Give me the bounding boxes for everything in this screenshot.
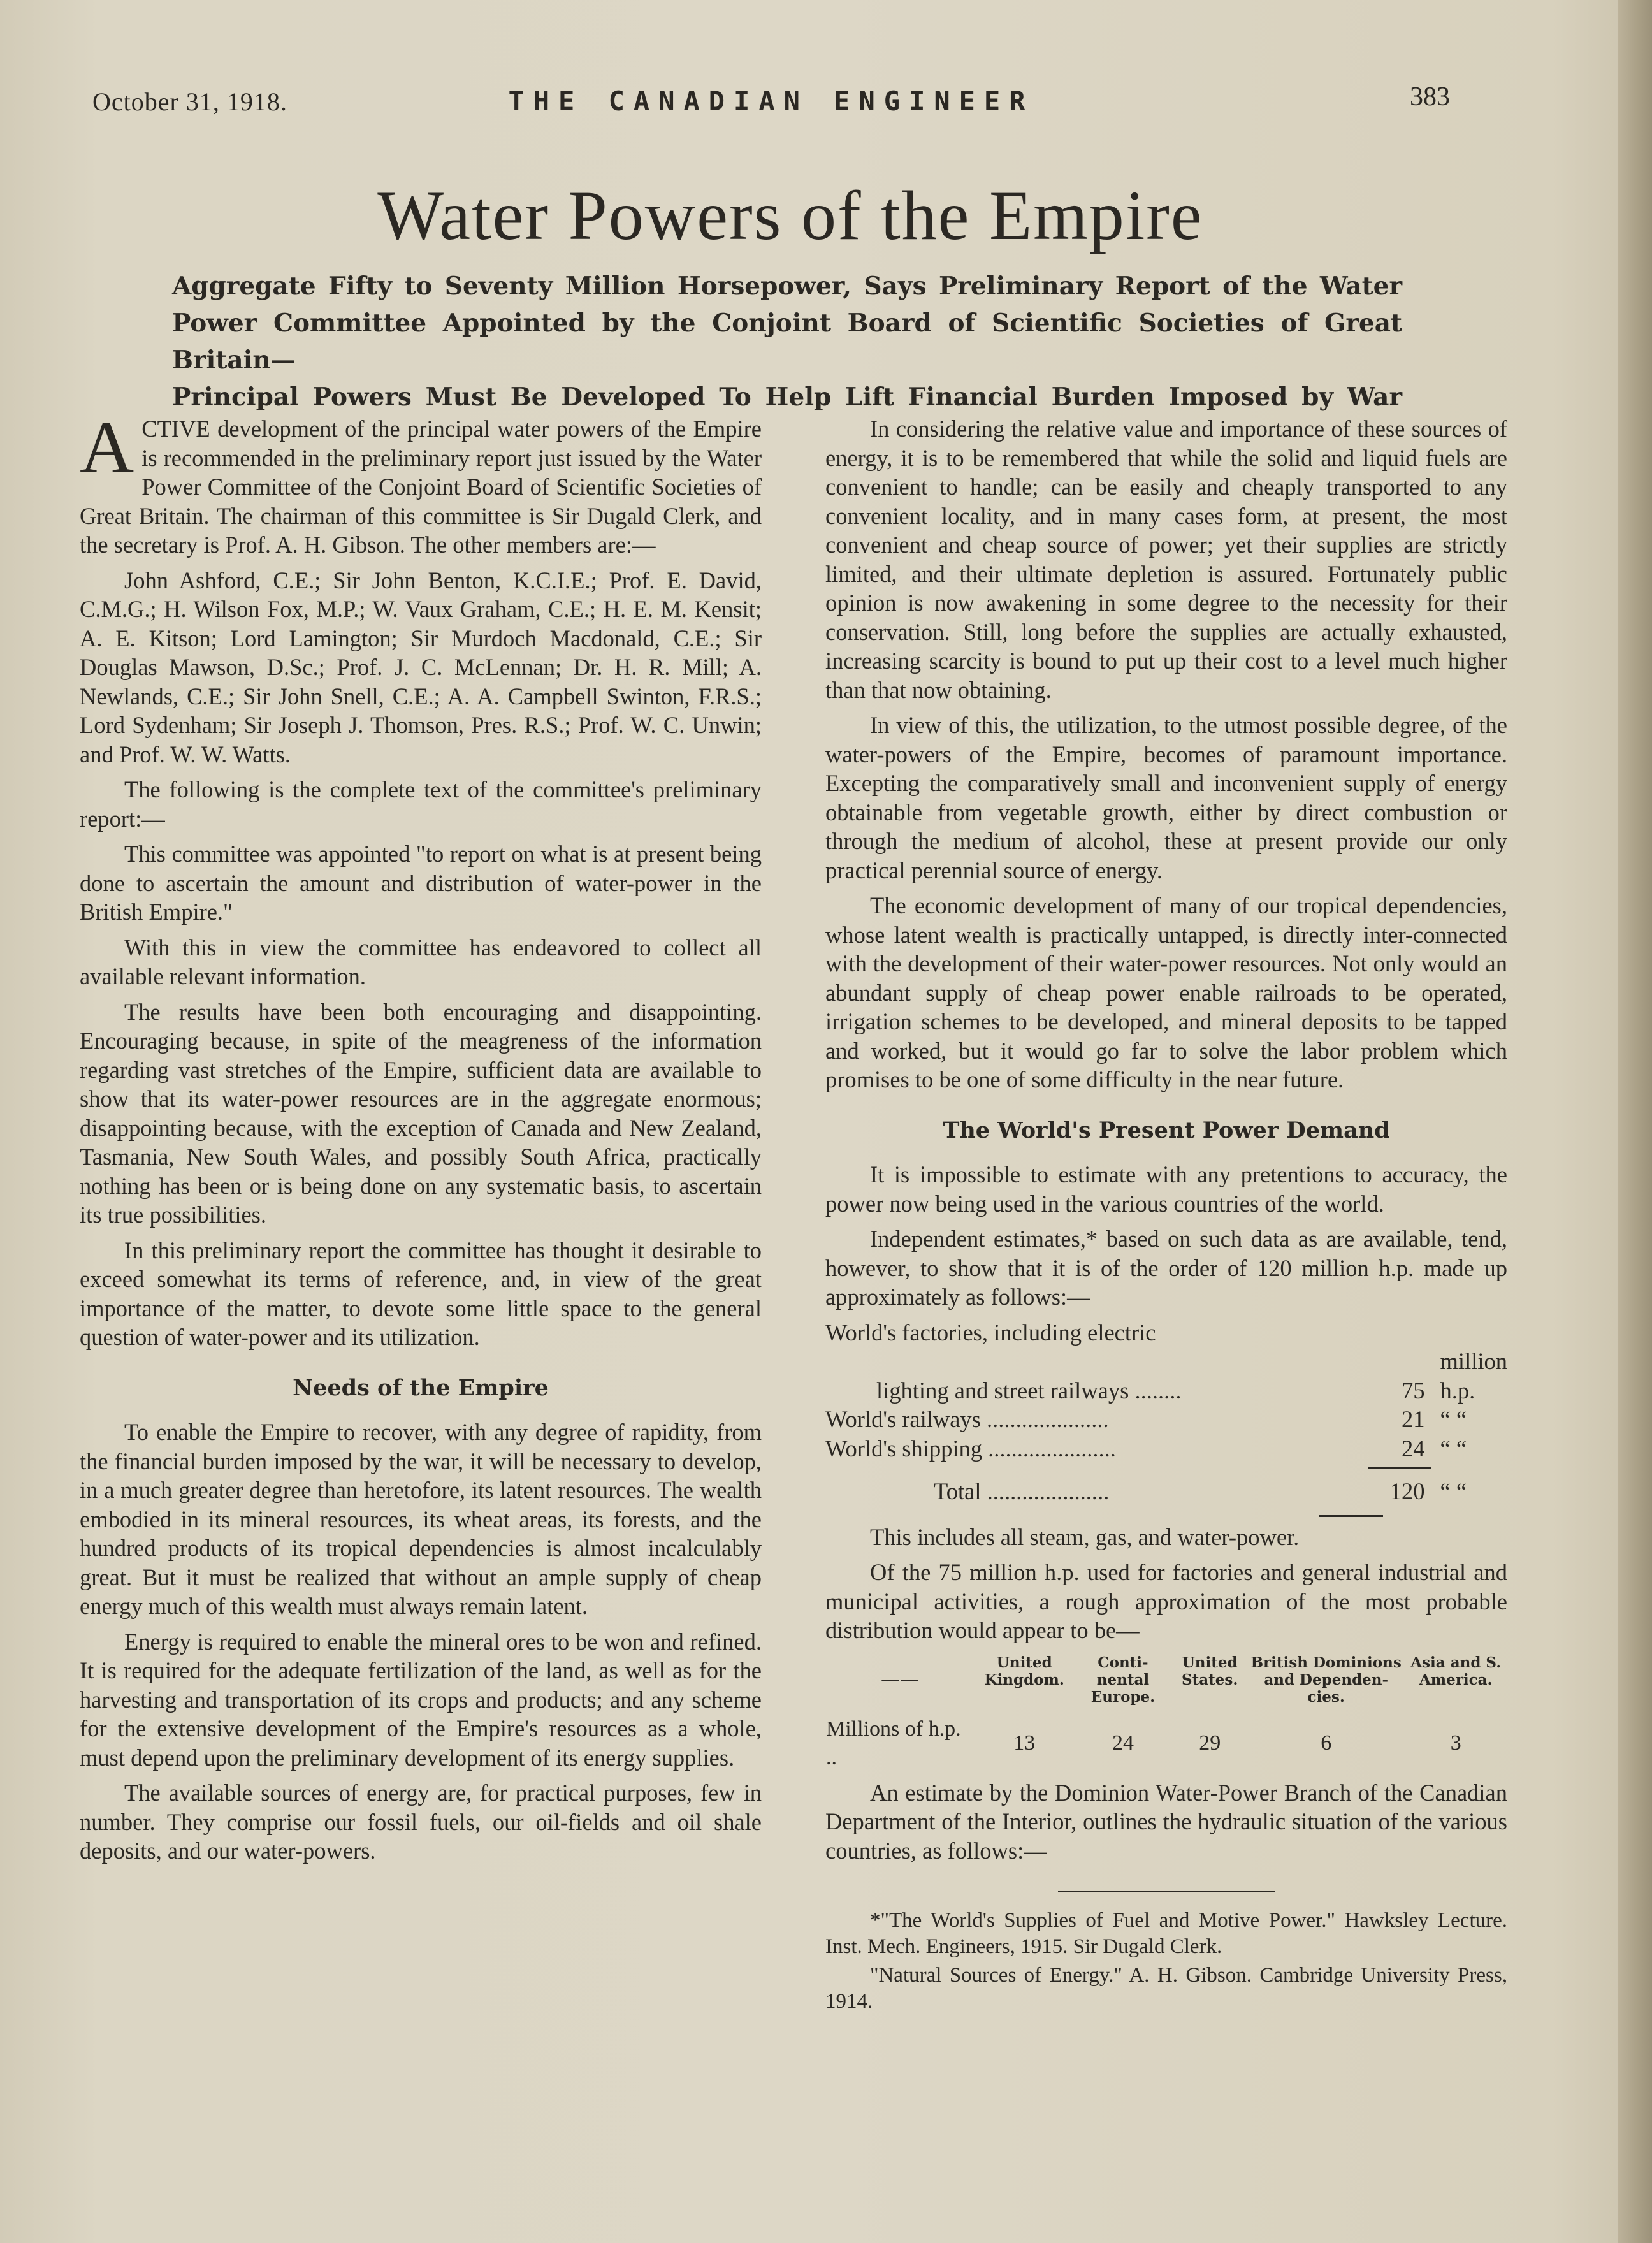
table-cell: 75 [1402,1377,1425,1404]
table-cell: 3 [1450,1731,1461,1755]
paragraph: In view of this, the utilization, to the utmost possible degree, of the water-powers of the Empire, becomes of paramount importance. Excepting the comparatively small and inconvenient supply of energy obtainable from vegetable growth, either by direct combustion or through the medium of alcohol, these at present provide our only practical perennial source of energy. [825,712,1507,883]
table-cell: 120 [1369,1463,1431,1506]
table-header-cell: United Kingdom. [984,1653,1064,1688]
subtitle-line: Aggregate Fifty to Seventy Million Horsepower, Says Preliminary Report of the Water [172,272,1402,301]
drop-cap: A [80,405,134,489]
table-cell: million h.p. [1440,1348,1507,1404]
page-number: 383 [1410,82,1450,112]
total-underline [825,1509,1507,1523]
issue-date: October 31, 1918. [92,87,287,116]
table-cell: 29 [1199,1731,1221,1755]
table-cell: 24 [1402,1435,1425,1462]
table-header-cell: Asia and S. America. [1410,1653,1502,1688]
footnote: "Natural Sources of Energy." A. H. Gibson. Cambridge University Press, 1914. [825,1964,1507,2013]
paragraph: Of the 75 million h.p. used for factories and general industrial and municipal activities, a rough approximation of the most probable distribution would appear to be— [825,1559,1507,1643]
paragraph: It is impossible to estimate with any pretentions to accuracy, the power now being used in the various countries of the world. [825,1161,1507,1217]
paragraph: To enable the Empire to recover, with any degree of rapidity, from the financial burden imposed by the war, it will be necessary to develop, in a much greater degree than heretofore, its latent resources. The wealth embodied in its mineral resources, its wheat areas, its forests, and the hundred products of its tropical dependencies is almost incalculably great. But it must be realized that without an ample supply of cheap energy much of this wealth must always remain latent. [80,1419,762,1619]
footnote: *"The World's Supplies of Fuel and Motive Power." Hawksley Lecture. Inst. Mech. Engineers, 1915. Sir Dugald Clerk. [825,1909,1507,1958]
paragraph: The results have been both encouraging and disappointing. Encouraging because, in spite of the meagreness of the information regarding vast stretches of the Empire, sufficient data are available to show that its water-power resources are in the aggregate enormous; disappointing because, with the exception of Canada and New Zealand, Tasmania, New South Wales, and possibly South Africa, practically nothing has been or is being done on any systematic basis, to ascertain its true possibilities. [80,998,762,1228]
footnotes [825,1908,1507,2015]
table-row [825,1347,1507,1405]
table-cell: World's shipping ...................... [825,1435,1116,1462]
table-header-cell: United States. [1182,1653,1238,1688]
table-row [825,1706,1507,1773]
table-cell: Millions of h.p. .. [826,1717,961,1769]
table-row [825,1318,1507,1347]
right-column [825,414,1507,2017]
committee-members: John Ashford, C.E.; Sir John Benton, K.C.I.E.; Prof. E. David, C.M.G.; H. Wilson Fox, M.P.; W. Vaux Graham, C.E.; H. E. M. Kensit; A. E. Kitson; Lord Lamington; Sir Murdoch Macdonald, C.E.; Sir Douglas Mawson, D.Sc.; Prof. J. C. McLennan; Dr. H. R. Mill; A. Newlands, C.E.; Sir John Snell, C.E.; A. A. Campbell Swinton, F.R.S.; Lord Sydenham; Sir Joseph J. Thomson, Pres. R.S.; Prof. W. C. Unwin; and Prof. W. W. Watts. [80,567,762,767]
footnote-divider [1058,1891,1275,1892]
power-demand-table [825,1318,1507,1506]
table-cell: “ “ [1440,1478,1467,1504]
journal-name: THE CANADIAN ENGINEER [508,85,1034,117]
table-row-total [825,1463,1507,1506]
paragraph: In considering the relative value and importance of these sources of energy, it is to be remembered that while the solid and liquid fuels are convenient to handle; can be easily and cheaply transported to any convenient locality, and in many cases form, at present, the most convenient and cheap source of power; yet their supplies are strictly limited, and their ultimate depletion is assured. Fortunately public opinion is now awakening in some degree to the necessity for their conservation. Still, long before the supplies are actually exhausted, increasing scarcity is bound to put up their cost to a level much higher than that now obtaining. [825,416,1507,703]
lead-paragraph-text: CTIVE development of the principal water powers of the Empire is recommended in the preliminary report just issued by the Water Power Committee of the Conjoint Board of Scientific Societies of Great Britain. The chairman of this committee is Sir Dugald Clerk, and the secretary is Prof. A. H. Gibson. The other members are:— [80,416,762,558]
paragraph: This includes all steam, gas, and water-power. [870,1523,1300,1550]
section-heading-needs: Needs of the Empire [293,1374,549,1401]
table-cell: 24 [1112,1731,1134,1755]
article-title: Water Powers of the Empire [377,177,1203,254]
table-cell: 21 [1402,1406,1425,1432]
page-binding-edge [1618,0,1652,2243]
table-cell: 13 [1013,1731,1036,1755]
table-header-cell: —— [881,1668,919,1691]
paragraph: The following is the complete text of the committee's preliminary report:— [80,776,762,832]
paragraph: Energy is required to enable the mineral ores to be won and refined. It is required for the adequate fertilization of the land, as well as for the harvesting and transportation of its crops and products; and any scheme for the extensive development of the Empire's resources as a whole, must depend upon the preliminary development of its energy supplies. [80,1628,762,1771]
table-row [825,1405,1507,1434]
table-cell: “ “ [1440,1435,1467,1462]
table-cell: “ “ [1440,1406,1467,1432]
subtitle-line: Power Committee Appointed by the Conjoint Board of Scientific Societies of Great Britain— [172,309,1402,375]
subtitle-line: Principal Powers Must Be Developed To Help Lift Financial Burden Imposed by War [172,382,1402,412]
table-header-row [825,1654,1507,1706]
running-head [92,82,1450,126]
section-heading-demand: The World's Present Power Demand [943,1117,1390,1143]
table-cell: World's railways ..................... [825,1406,1109,1432]
paragraph: Independent estimates,* based on such data as are available, tend, however, to show that it is of the order of 120 million h.p. made up approximately as follows:— [825,1226,1507,1310]
paragraph: The economic development of many of our tropical dependencies, whose latent wealth is practically untapped, is directly inter-connected with the development of their water-power resources. Not only would an abundant supply of cheap power enable railroads to be operated, irrigation schemes to be developed, and mineral deposits to be tapped and worked, but it would go far to solve the labor problem which promises to be one of some difficulty in the near future. [825,892,1507,1092]
table-header-cell: British Dominions and Dependen-cies. [1250,1653,1402,1706]
table-header-cell: Conti-nental Europe. [1090,1653,1156,1706]
paragraph: With this in view the committee has endeavored to collect all available relevant information. [80,934,762,989]
article-subtitle [172,268,1402,416]
paragraph: This committee was appointed "to report on what is at present being done to ascertain the amount and distribution of water-power in the British Empire." [80,841,762,925]
table-cell: Total ..................... [934,1478,1110,1504]
distribution-table [825,1654,1507,1773]
paragraph: An estimate by the Dominion Water-Power Branch of the Canadian Department of the Interior, outlines the hydraulic situation of the various countries, as follows:— [825,1779,1507,1864]
table-cell: 6 [1321,1731,1332,1755]
paragraph: The available sources of energy are, for practical purposes, few in number. They comprise our fossil fuels, our oil-fields and oil shale deposits, and our water-powers. [80,1780,762,1864]
left-column [80,405,762,1872]
lead-paragraph [80,405,762,560]
table-row [825,1434,1507,1463]
table-cell: lighting and street railways ........ [876,1377,1182,1404]
table-cell: World's factories, including electric [825,1319,1156,1346]
paragraph: In this preliminary report the committee has thought it desirable to exceed somewhat its terms of reference, and, in view of the great importance of the matter, to devote some little space to the general question of water-power and its utilization. [80,1237,762,1350]
